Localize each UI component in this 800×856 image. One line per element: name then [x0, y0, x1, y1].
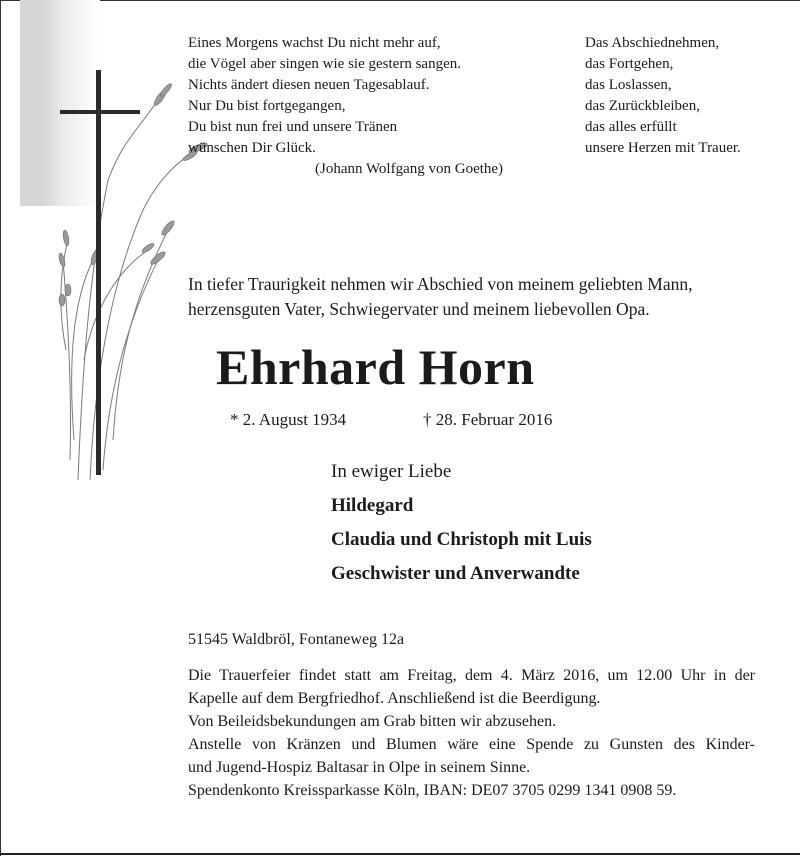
poem-line: die Vögel aber singen wie sie gestern sangen.: [188, 56, 461, 72]
mourners-heading: In ewiger Liebe: [331, 461, 452, 482]
poem-line: das Zurückbleiben,: [585, 98, 700, 114]
poem-line: das Fortgehen,: [585, 56, 674, 72]
birth-date: * 2. August 1934: [230, 410, 347, 429]
info-line: Anstelle von Kränzen und Blumen wäre eine Spende zu Gunsten des Kinder-: [188, 736, 755, 753]
border-left: [0, 0, 1, 856]
border-bottom: [0, 853, 800, 855]
info-line: Die Trauerfeier findet statt am Freitag, dem 4. März 2016, um 12.00 Uhr in der: [188, 667, 755, 684]
mourner-name: Claudia und Christoph mit Luis: [331, 529, 592, 550]
poem-left: [188, 33, 503, 180]
info-line: und Jugend-Hospiz Baltasar in Olpe in seinem Sinne.: [188, 759, 531, 776]
address: 51545 Waldbröl, Fontaneweg 12a: [188, 631, 405, 648]
poem-line: wünschen Dir Glück.: [188, 140, 316, 156]
poem-line: Eines Morgens wachst Du nicht mehr auf,: [188, 35, 441, 51]
info-line: Kapelle auf dem Bergfriedhof. Anschließend ist die Beerdigung.: [188, 690, 601, 707]
poem-line: Du bist nun frei und unsere Tränen: [188, 119, 398, 135]
funeral-info: [188, 664, 755, 802]
death-date: † 28. Februar 2016: [423, 410, 553, 429]
intro-line-2: herzensguten Vater, Schwiegervater und meinem liebevollen Opa.: [188, 299, 650, 319]
mourner-name: Geschwister und Anverwandte: [331, 563, 580, 584]
poem-line: das alles erfüllt: [585, 119, 677, 135]
poem-line: Nur Du bist fortgegangen,: [188, 98, 346, 114]
poem-line: Nichts ändert diesen neuen Tagesablauf.: [188, 77, 430, 93]
intro-line-1: In tiefer Traurigkeit nehmen wir Abschied von meinem geliebten Mann,: [188, 274, 693, 294]
info-line: Spendenkonto Kreissparkasse Köln, IBAN: DE07 3705 0299 1341 0908 59.: [188, 782, 677, 799]
poem-line: unsere Herzen mit Trauer.: [585, 140, 741, 156]
deceased-name: Ehrhard Horn: [216, 339, 535, 395]
info-line: Von Beileidsbekundungen am Grab bitten wir abzusehen.: [188, 713, 557, 730]
border-top: [0, 0, 800, 1]
poem-line: Das Abschiednehmen,: [585, 35, 720, 51]
poem-right: [585, 33, 741, 159]
mourners-block: [331, 455, 592, 591]
mourner-name: Hildegard: [331, 495, 414, 516]
poem-author: (Johann Wolfgang von Goethe): [315, 161, 504, 177]
poem-line: das Loslassen,: [585, 77, 672, 93]
intro-text: [188, 272, 768, 322]
